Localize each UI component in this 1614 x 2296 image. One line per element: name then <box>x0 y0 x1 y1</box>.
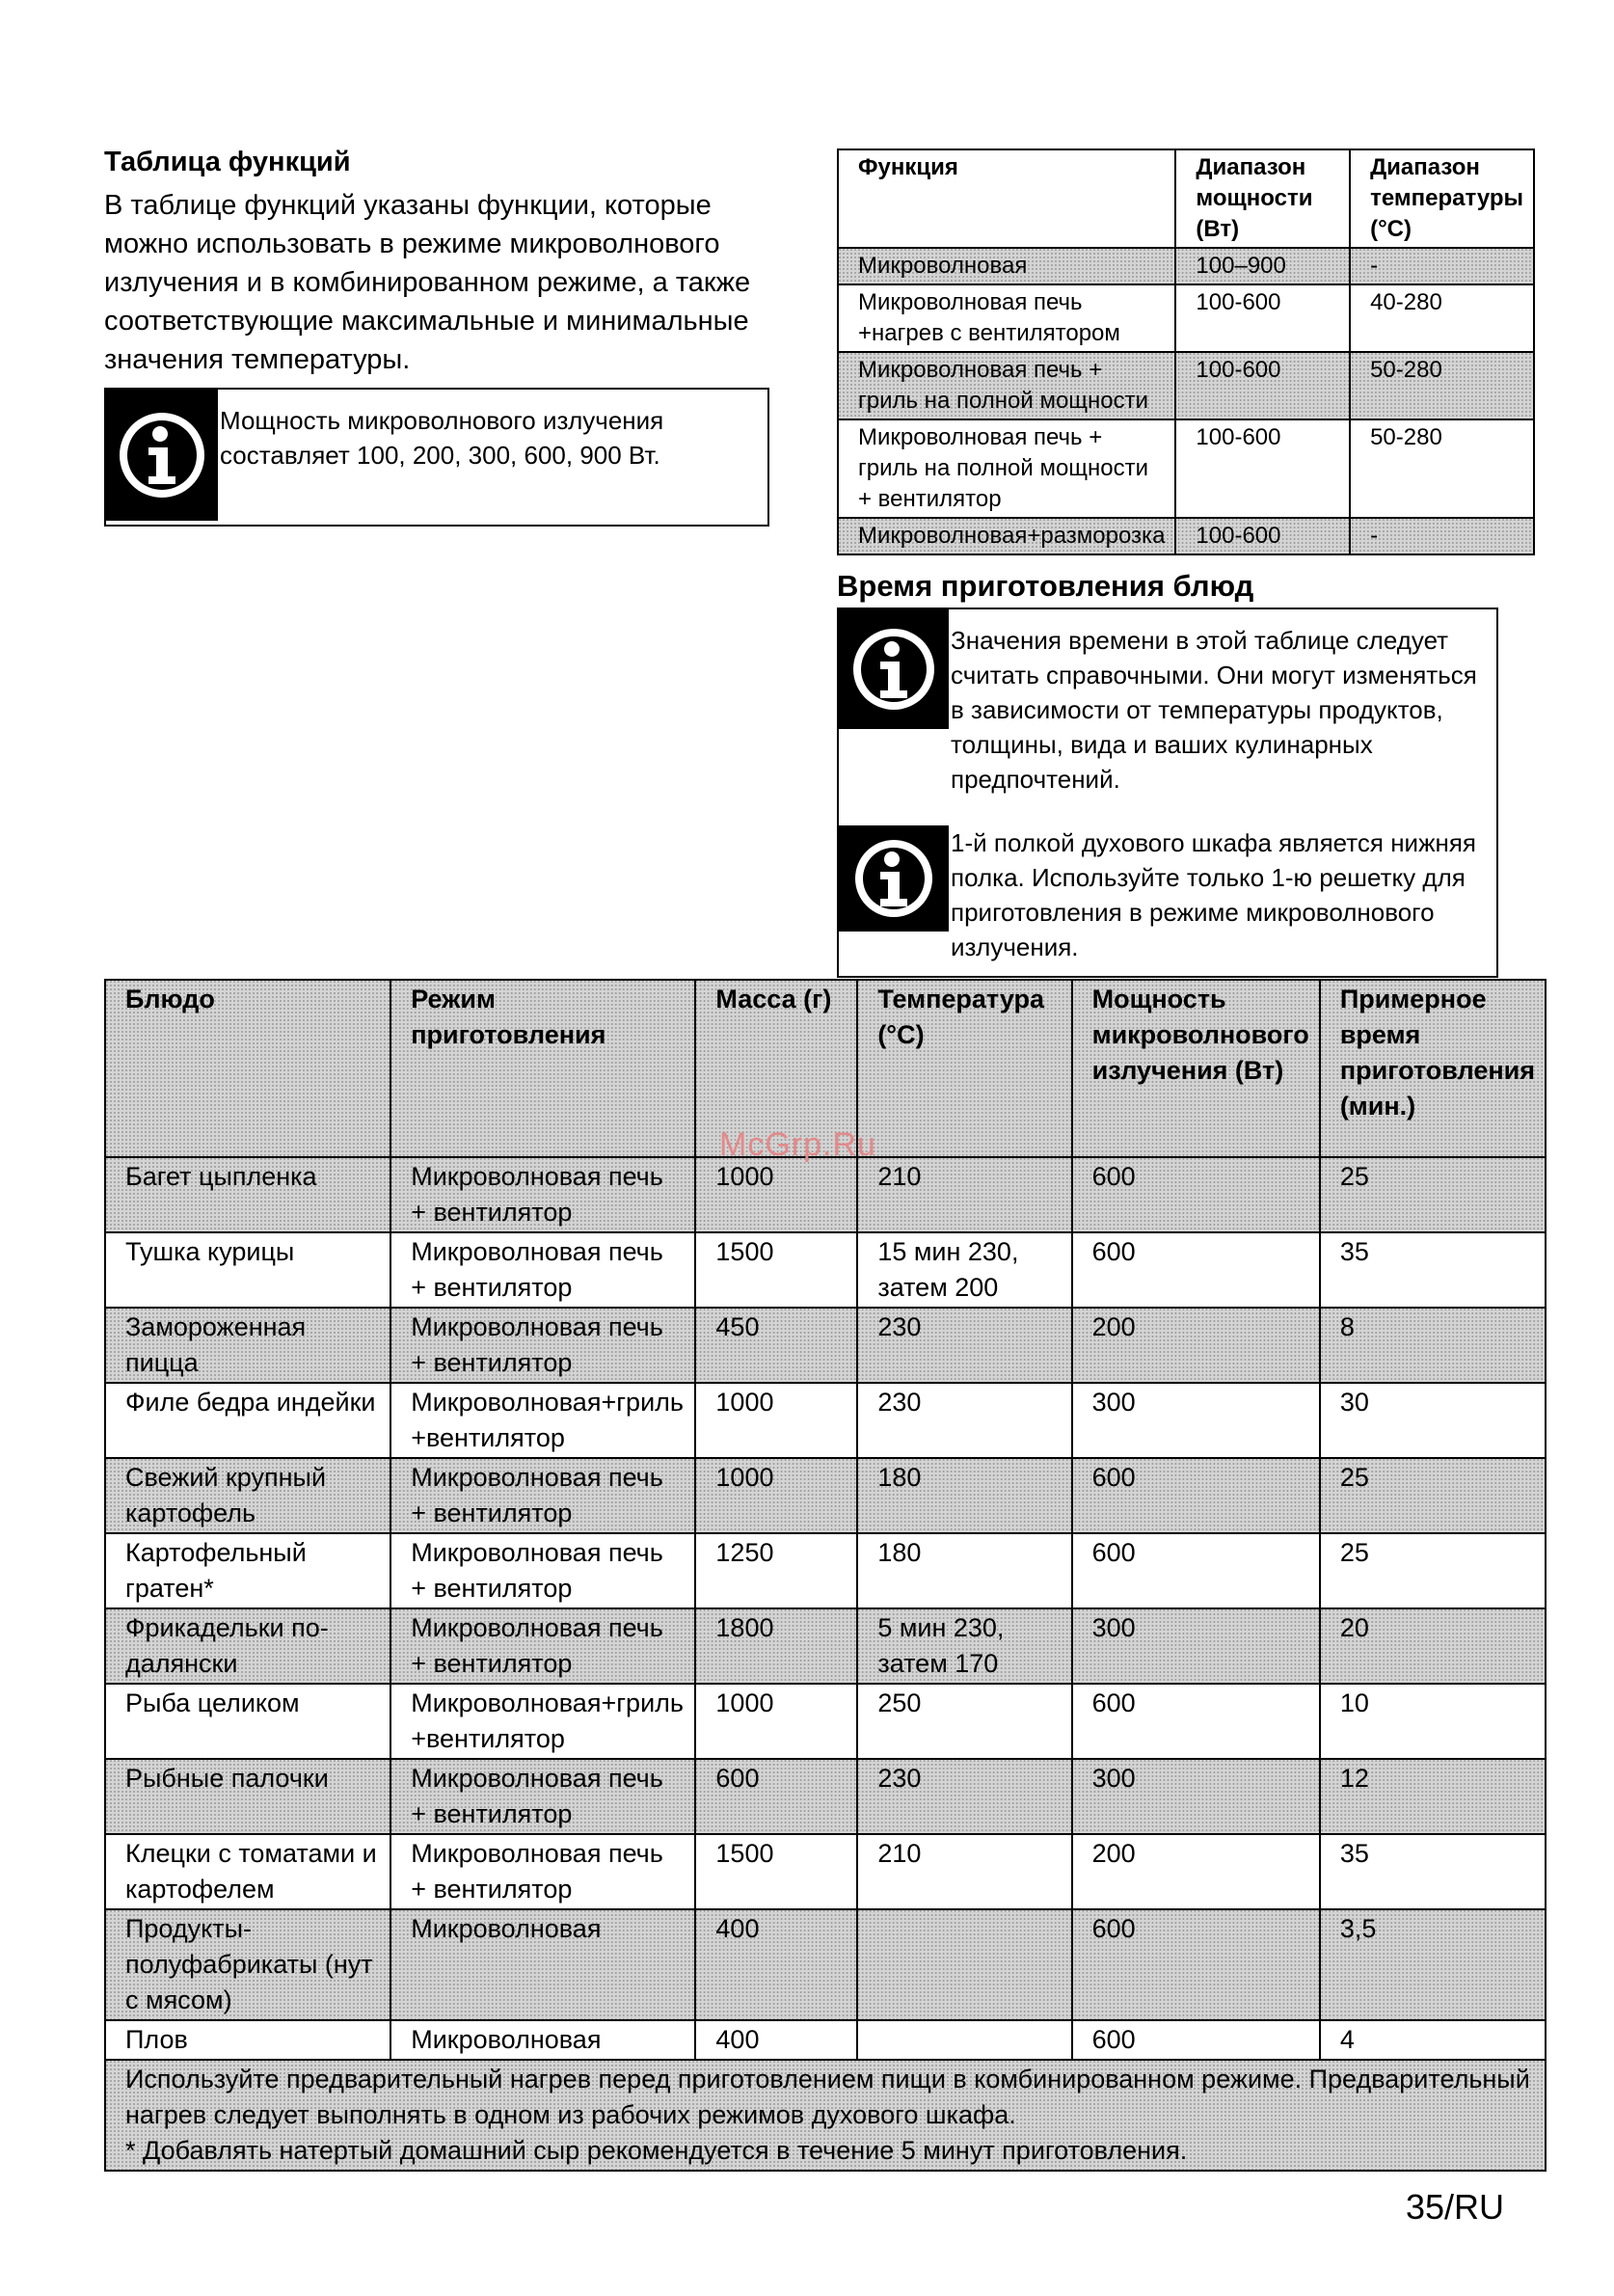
table-cell: Микроволновая+разморозка <box>838 518 1175 554</box>
column-header: Блюдо <box>105 980 390 1157</box>
table-cell: 10 <box>1320 1684 1546 1759</box>
column-header: Мощность микроволнового излучения (Вт) <box>1072 980 1320 1157</box>
table-cell: 50-280 <box>1350 352 1534 419</box>
table-row <box>105 1834 1546 1909</box>
intro-paragraph: В таблице функций указаны функции, которые можно использовать в режиме микроволнового излучения и в комбинированном режиме, а также соответствующие максимальные и минимальные значения температуры. <box>104 190 751 375</box>
table-cell: Микроволновая+гриль +вентилятор <box>390 1383 695 1458</box>
table-cell: 35 <box>1320 1232 1546 1308</box>
table-cell <box>857 1909 1071 2020</box>
table-cell: 1500 <box>695 1232 857 1308</box>
table-cell: 600 <box>1072 2020 1320 2060</box>
table-row <box>838 248 1534 284</box>
table-cell: 600 <box>1072 1157 1320 1232</box>
table-cell: Багет цыпленка <box>105 1157 390 1232</box>
table-cell: Рыбные палочки <box>105 1759 390 1834</box>
table-cell: Свежий крупный картофель <box>105 1458 390 1533</box>
table-cell: 3,5 <box>1320 1909 1546 2020</box>
table-cell: 1000 <box>695 1684 857 1759</box>
functions-section <box>104 147 769 379</box>
info-text: Значения времени в этой таблице следует считать справочными. Они могут изменяться в зависимости от температуры продуктов, толщины, вида и ваших кулинарных предпочтений. <box>951 626 1477 794</box>
table-row <box>105 1533 1546 1608</box>
table-row <box>105 1909 1546 2020</box>
table-cell: 25 <box>1320 1157 1546 1232</box>
table-cell: Филе бедра индейки <box>105 1383 390 1458</box>
table-cell: 230 <box>857 1383 1071 1458</box>
column-header: Диапазон температуры (°C) <box>1350 149 1534 248</box>
table-cell: 300 <box>1072 1608 1320 1684</box>
table-cell: Клецки с томатами и картофелем <box>105 1834 390 1909</box>
table-cell: 25 <box>1320 1458 1546 1533</box>
table-cell: 600 <box>1072 1533 1320 1608</box>
info-note-shelf <box>837 812 1498 978</box>
table-cell: - <box>1350 248 1534 284</box>
table-cell: Микроволновая печь + вентилятор <box>390 1533 695 1608</box>
info-icon <box>106 390 218 521</box>
section-title: Таблица функций <box>104 147 351 177</box>
table-cell: 100-600 <box>1175 352 1350 419</box>
table-cell: 600 <box>1072 1458 1320 1533</box>
table-cell: 100–900 <box>1175 248 1350 284</box>
table-cell: 5 мин 230, затем 170 <box>857 1608 1071 1684</box>
note-cheese: * Добавлять натертый домашний сыр рекомендуется в течение 5 минут приготовления. <box>125 2136 1188 2165</box>
table-cell: Продукты-полуфабрикаты (нут с мясом) <box>105 1909 390 2020</box>
table-cell: 30 <box>1320 1383 1546 1458</box>
table-cell: Картофельный гратен* <box>105 1533 390 1608</box>
info-note-power <box>104 388 769 527</box>
table-cell: 300 <box>1072 1383 1320 1458</box>
table-cell: 4 <box>1320 2020 1546 2060</box>
table-row <box>838 419 1534 518</box>
table-cell: 400 <box>695 2020 857 2060</box>
note-preheat: Используйте предварительный нагрев перед приготовлением пищи в комбинированном режиме. Предварительный нагрев следует выполнять в одном из рабочих режимов духового шкафа. <box>125 2065 1530 2129</box>
table-cell: 1250 <box>695 1533 857 1608</box>
table-cell: Плов <box>105 2020 390 2060</box>
function-table <box>837 149 1535 555</box>
info-text: 1-й полкой духового шкафа является нижняя полка. Используйте только 1-ю решетку для приготовления в режиме микроволнового излучения. <box>951 828 1476 961</box>
watermark: McGrp.Ru <box>719 1126 876 1163</box>
table-cell: 50-280 <box>1350 419 1534 518</box>
table-row <box>105 1308 1546 1383</box>
table-row <box>105 1759 1546 1834</box>
table-note <box>105 2060 1546 2171</box>
info-icon <box>839 825 949 932</box>
page-number: 35/RU <box>1406 2187 1505 2227</box>
table-cell: 100-600 <box>1175 518 1350 554</box>
table-cell: 15 мин 230, затем 200 <box>857 1232 1071 1308</box>
column-header: Диапазон мощности (Вт) <box>1175 149 1350 248</box>
table-cell: Микроволновая печь + вентилятор <box>390 1308 695 1383</box>
table-header-row <box>838 149 1534 248</box>
table-cell: 250 <box>857 1684 1071 1759</box>
table-cell: Микроволновая <box>838 248 1175 284</box>
table-cell: 25 <box>1320 1533 1546 1608</box>
table-cell: Микроволновая <box>390 2020 695 2060</box>
table-cell: Микроволновая печь + вентилятор <box>390 1759 695 1834</box>
table-cell: 210 <box>857 1834 1071 1909</box>
column-header: Режим приготовления <box>390 980 695 1157</box>
table-cell: 1000 <box>695 1157 857 1232</box>
table-cell: 40-280 <box>1350 284 1534 352</box>
table-note-row <box>105 2060 1546 2171</box>
section-title: Время приготовления блюд <box>837 569 1254 603</box>
table-cell: Микроволновая печь + вентилятор <box>390 1608 695 1684</box>
table-cell: Микроволновая печь + вентилятор <box>390 1458 695 1533</box>
table-row <box>105 1232 1546 1308</box>
table-cell: 100-600 <box>1175 284 1350 352</box>
table-cell: 200 <box>1072 1834 1320 1909</box>
table-cell: 600 <box>1072 1909 1320 2020</box>
table-cell: Микроволновая <box>390 1909 695 2020</box>
table-cell: Микроволновая печь + гриль на полной мощности <box>838 352 1175 419</box>
table-cell: 600 <box>1072 1232 1320 1308</box>
table-cell: Микроволновая печь + вентилятор <box>390 1232 695 1308</box>
table-cell: Тушка курицы <box>105 1232 390 1308</box>
table-cell: 230 <box>857 1308 1071 1383</box>
table-cell: 8 <box>1320 1308 1546 1383</box>
table-cell: 600 <box>1072 1684 1320 1759</box>
table-cell: - <box>1350 518 1534 554</box>
table-cell: 450 <box>695 1308 857 1383</box>
table-cell <box>857 2020 1071 2060</box>
table-cell: Рыба целиком <box>105 1684 390 1759</box>
column-header: Температура (°C) <box>857 980 1071 1157</box>
table-cell: 600 <box>695 1759 857 1834</box>
info-text: Мощность микроволнового излучения составляет 100, 200, 300, 600, 900 Вт. <box>220 406 664 470</box>
table-cell: 1800 <box>695 1608 857 1684</box>
table-cell: 180 <box>857 1458 1071 1533</box>
column-header: Примерное время приготовления (мин.) <box>1320 980 1546 1157</box>
table-row <box>105 1608 1546 1684</box>
table-cell: Микроволновая+гриль +вентилятор <box>390 1684 695 1759</box>
table-cell: 230 <box>857 1759 1071 1834</box>
table-cell: Микроволновая печь + гриль на полной мощности + вентилятор <box>838 419 1175 518</box>
column-header: Функция <box>838 149 1175 248</box>
table-cell: 35 <box>1320 1834 1546 1909</box>
info-icon <box>839 609 949 729</box>
table-row <box>105 2020 1546 2060</box>
table-cell: 180 <box>857 1533 1071 1608</box>
table-row <box>105 1157 1546 1232</box>
table-cell: 1500 <box>695 1834 857 1909</box>
table-row <box>838 284 1534 352</box>
table-cell: Микроволновая печь + вентилятор <box>390 1834 695 1909</box>
table-cell: 1000 <box>695 1383 857 1458</box>
table-cell: 1000 <box>695 1458 857 1533</box>
info-note-reference <box>837 608 1498 816</box>
table-cell: 300 <box>1072 1759 1320 1834</box>
table-row <box>838 518 1534 554</box>
column-header: Масса (г) <box>695 980 857 1157</box>
table-row <box>105 1684 1546 1759</box>
table-cell: Замороженная пицца <box>105 1308 390 1383</box>
table-row <box>838 352 1534 419</box>
table-cell: 100-600 <box>1175 419 1350 518</box>
table-row <box>105 1458 1546 1533</box>
table-cell: Фрикадельки по-далянски <box>105 1608 390 1684</box>
table-cell: 20 <box>1320 1608 1546 1684</box>
table-cell: 12 <box>1320 1759 1546 1834</box>
table-row <box>105 1383 1546 1458</box>
table-cell: 400 <box>695 1909 857 2020</box>
table-cell: 210 <box>857 1157 1071 1232</box>
table-cell: Микроволновая печь + вентилятор <box>390 1157 695 1232</box>
table-cell: 200 <box>1072 1308 1320 1383</box>
table-cell: Микроволновая печь +нагрев с вентилятором <box>838 284 1175 352</box>
